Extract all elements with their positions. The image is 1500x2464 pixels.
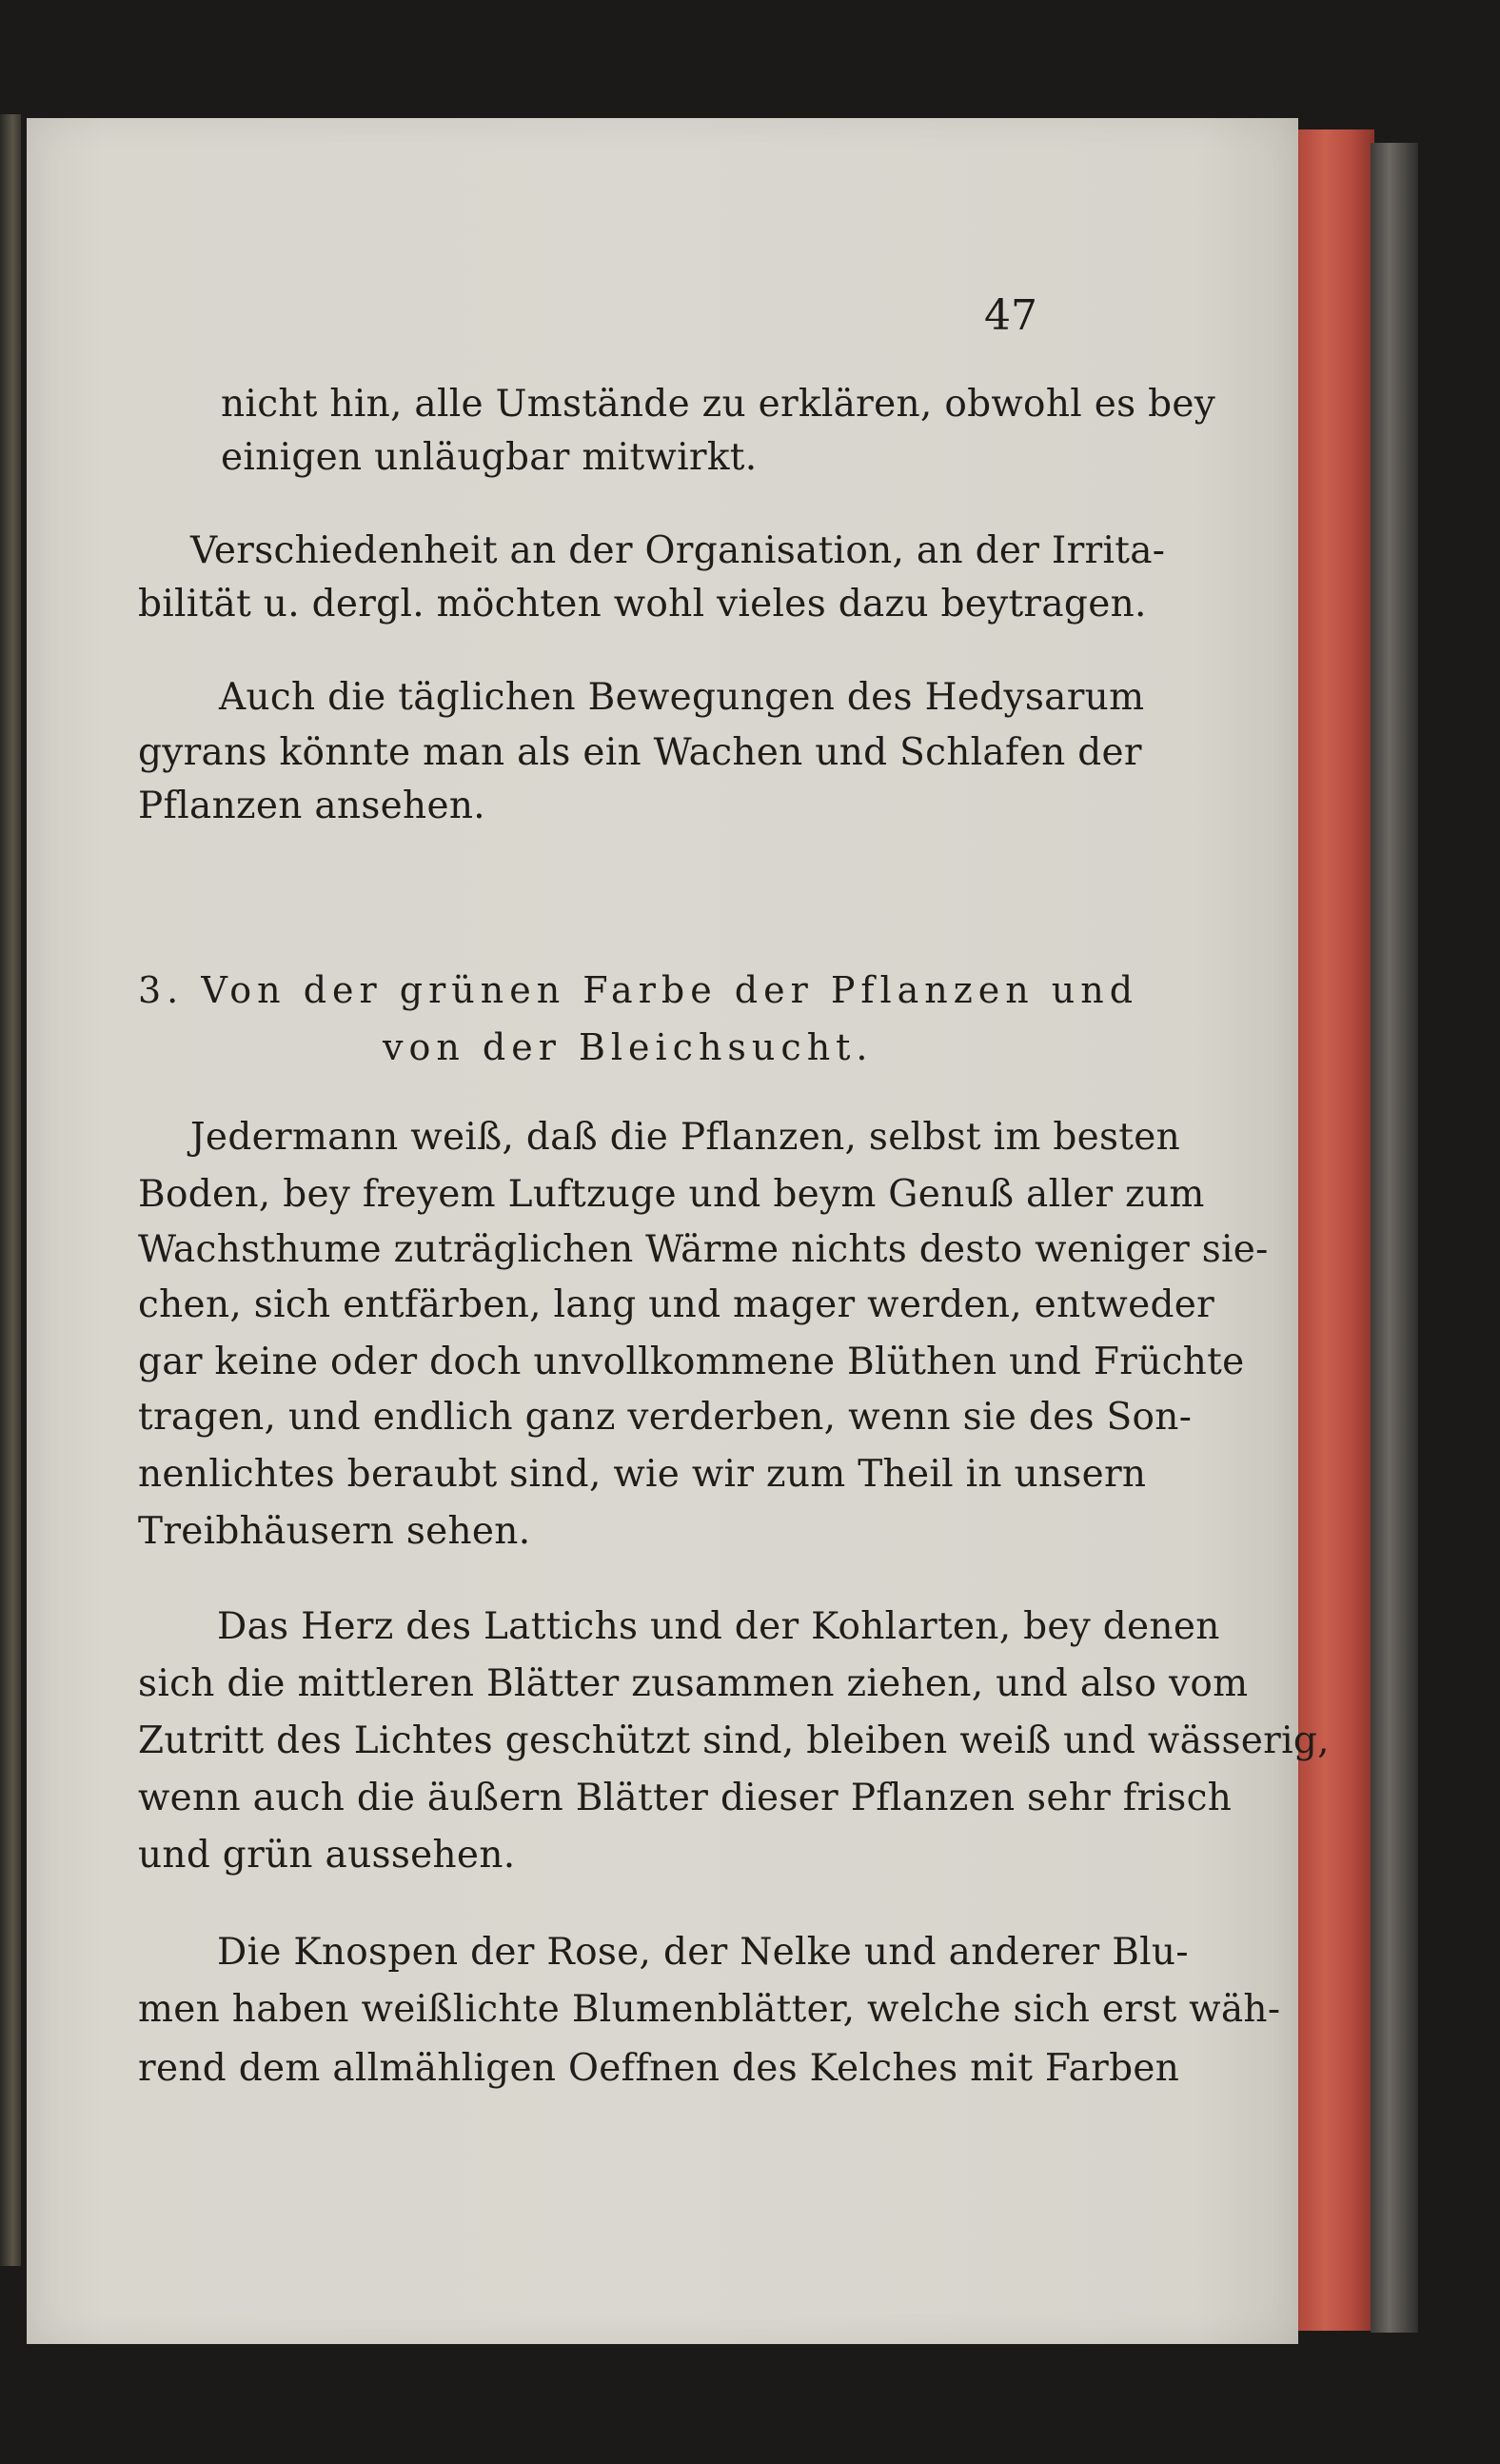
text-line: nicht hin, alle Umstände zu erklären, obwohl es bey xyxy=(221,383,1216,426)
text-line: und grün aussehen. xyxy=(138,1834,516,1877)
left-page-edge xyxy=(0,114,21,2266)
text-line: gar keine oder doch unvollkommene Blüthen und Früchte xyxy=(138,1341,1245,1383)
text-line: Die Knospen der Rose, der Nelke und anderer Blu- xyxy=(217,1931,1189,1974)
text-line: Zutritt des Lichtes geschützt sind, bleiben weiß und wässerig, xyxy=(138,1719,1330,1762)
red-fore-edge xyxy=(1298,129,1374,2331)
text-line: wenn auch die äußern Blätter dieser Pflanzen sehr frisch xyxy=(138,1777,1233,1819)
text-line: tragen, und endlich ganz verderben, wenn sie des Son- xyxy=(138,1396,1193,1439)
text-line: Treibhäusern sehen. xyxy=(138,1510,531,1553)
section-heading: von der Bleichsucht. xyxy=(383,1026,874,1068)
text-line: Boden, bey freyem Luftzuge und beym Genuß aller zum xyxy=(138,1173,1205,1216)
text-line: Wachsthume zuträglichen Wärme nichts desto weniger sie- xyxy=(138,1228,1269,1271)
book-cover-edge xyxy=(1371,143,1418,2333)
text-line: einigen unläugbar mitwirkt. xyxy=(221,436,758,479)
text-line: Pflanzen ansehen. xyxy=(138,785,485,827)
text-line: sich die mittleren Blätter zusammen ziehen, und also vom xyxy=(138,1662,1249,1705)
text-line: Jedermann weiß, daß die Pflanzen, selbst im besten xyxy=(190,1116,1181,1159)
text-line: Das Herz des Lattichs und der Kohlarten, bey denen xyxy=(217,1605,1220,1648)
text-line: bilität u. dergl. möchten wohl vieles dazu beytragen. xyxy=(138,583,1147,626)
text-line: rend dem allmähligen Oeffnen des Kelches mit Farben xyxy=(138,2047,1180,2090)
text-line: nenlichtes beraubt sind, wie wir zum Theil in unsern xyxy=(138,1453,1147,1496)
text-line: men haben weißlichte Blumenblätter, welche sich erst wäh- xyxy=(138,1988,1281,2031)
text-line: Verschiedenheit an der Organisation, an der Irrita- xyxy=(190,529,1166,572)
text-line: gyrans könnte man als ein Wachen und Schlafen der xyxy=(138,731,1142,774)
page-number: 47 xyxy=(984,291,1037,340)
text-line: Auch die täglichen Bewegungen des Hedysarum xyxy=(219,676,1145,719)
text-line: chen, sich entfärben, lang und mager werden, entweder xyxy=(138,1283,1215,1326)
section-heading: 3. Von der grünen Farbe der Pflanzen und xyxy=(138,969,1139,1011)
